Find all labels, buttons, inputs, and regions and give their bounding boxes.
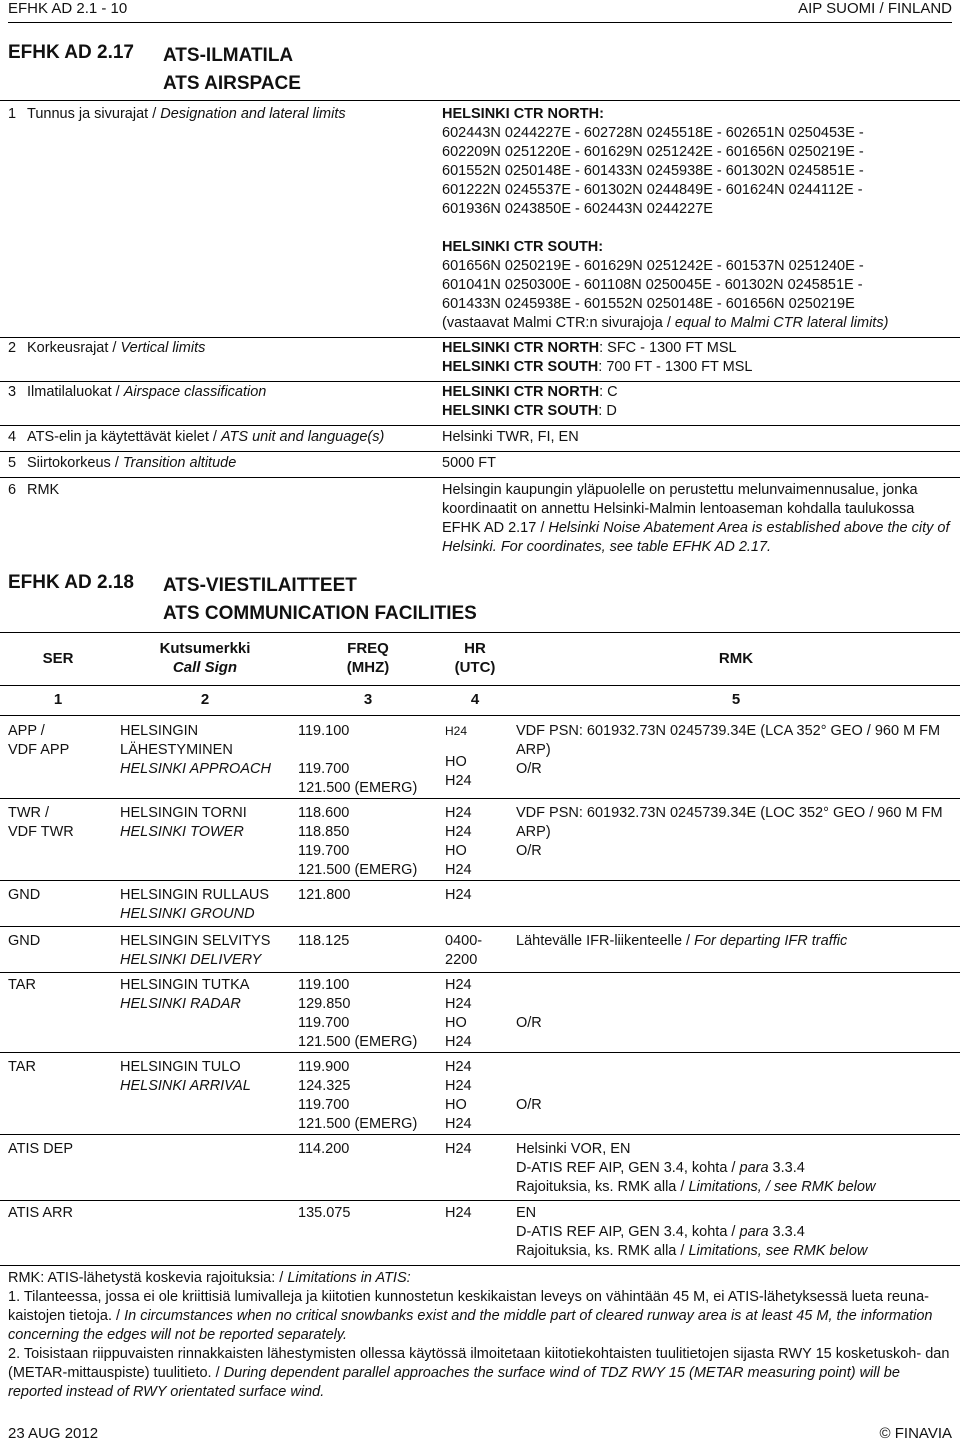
airspace-table [0, 100, 960, 561]
row-number: 4 [8, 429, 17, 445]
page-footer [8, 1416, 952, 1444]
section-title-fi: ATS-ILMATILA [163, 45, 294, 66]
col-num: 3 [363, 691, 373, 708]
effective-date: 23 AUG 2012 [8, 1425, 99, 1442]
col-num: 1 [53, 691, 63, 708]
row-divider [0, 1265, 960, 1266]
row-value: HELSINKI CTR NORTH: C HELSINKI CTR SOUTH: D [442, 384, 618, 419]
coord-line: 601656N 0250219E - 601629N 0251242E - 601537N 0251240E - [442, 258, 864, 274]
row-divider [0, 1134, 960, 1135]
south-note: (vastaavat Malmi CTR:n sivurajoja / equal to Malmi CTR lateral limits) [442, 315, 889, 331]
section-title-en: ATS AIRSPACE [163, 73, 301, 94]
row-label: Tunnus ja sivurajat / Designation and lateral limits [27, 106, 346, 122]
section-2-18-title [8, 572, 948, 628]
row-divider [0, 926, 960, 927]
col-num: 5 [731, 691, 741, 708]
note-2: 2. Toisistaan riippuvaisten rinnakkaisten lähestymisten ollessa käytössä ilmoitetaan kiitotiekohtaisten tuulitietojen sijasta RWY 15 kosketuskoh- dan (METAR-mittauspiste) tuulitieto. / During dependent parallel approaches the surface wind of TDZ RWY 15 (METAR measuring point) will be reported instead of RWY orientated surface wind. [8, 1346, 950, 1400]
header-publication: AIP SUOMI / FINLAND [798, 0, 952, 17]
coord-line: 601222N 0245537E - 601302N 0244849E - 601624N 0244112E - [442, 182, 863, 198]
section-code: EFHK AD 2.17 [8, 42, 134, 63]
col-call-sign: Kutsumerkki Call Sign [159, 640, 251, 676]
row-value: 5000 FT [442, 455, 496, 471]
table-header [0, 632, 960, 686]
row-label: Siirtokorkeus / Transition altitude [27, 455, 237, 471]
coord-line: 601552N 0250148E - 601433N 0245938E - 601302N 0245851E - [442, 163, 864, 179]
atis-limitations-notes [8, 1269, 952, 1402]
row-label: Ilmatilaluokat / Airspace classification [27, 384, 267, 400]
airspace-row-3 [0, 381, 960, 426]
col-rmk: RMK [718, 650, 754, 667]
airspace-row-1 [0, 105, 960, 338]
column-numbers [0, 685, 960, 716]
row-divider [0, 798, 960, 799]
row-divider [0, 1052, 960, 1053]
airspace-row-6 [0, 477, 960, 557]
row-number: 3 [8, 384, 17, 400]
aip-page: EFHK AD 2.1 - 10 AIP SUOMI / FINLAND EFHK AD 2.17 ATS-ILMATILA ATS AIRSPACE 1 Tunnus ja sivurajat / Designation and lateral limits HELSINKI CTR NORTH: 602443N 0244227E - 602728N 0245518E - 602651N 0250453E - 602209N 0251220E - 601629N 0251242E - 601656N 0250219E - 601552N 0250148E - 601433N 0245938E - 601302N 0245851E - 601222N 0245537E - 601302N 0244849E - 601624N 0244112E - 601936N 0243850E - 602443N 0244227E HELSINKI CTR SOUTH: 601656N 0250219E - 601629N 0251242E - 601537N 0251240E - 601041N 0250300E - 601108N 0250045E - 601302N 0245851E - 601433N 0245938E - 601552N 0250148E - 601656N 0250219E (vastaavat Malmi CTR:n sivurajoja / equal to Malmi CTR lateral limits) 2 Korkeusrajat / Vertical limits HELSINKI CTR NORTH: SFC - 1300 FT MSL HELSINKI CTR SOUTH: 700 FT - 1300 FT MSL 3 Ilmatilaluokat / Airspace classification HELSINKI CTR NORTH: C HELSINKI CTR SOUTH: D 4 ATS-elin ja käytettävät kielet / ATS unit and language(s) Helsinki TWR, FI, EN 5 Siirtokorkeus / Transition altitude 5000 FT 6 RMK Helsingin kaupungin yläpuolelle on perustettu melunvaimennusalue, jonka koordinaatit on annettu Helsinki-Malmin lentoaseman kohdalla taulukossa EFHK AD 2.17 / Helsinki Noise Abatement Area is established above the city of Helsinki. For coordinates, see table EFHK AD 2.17. EFHK AD 2.18 ATS-VIESTILAITTEET ATS COMMUNICATION FACILITIES SER Kutsumerkki Call Sign FREQ (MHZ) HR (UTC) RMK 1 2 3 4 5 APP / VDF APP HELSINGIN LÄHESTYMINEN HELSINKI APPROACH 119.100 119.700 121.500 (EMERG) H24 HO H24 VDF PSN: 601932.73N 0245739.34E (LCA 352° GEO / 960 M FM ARP) O/R TWR / VDF TWR HELSINGIN TORNI HELSINKI TOWER 118.600 118.850 119.700 121.500 (EMERG) H24 H24 HO H24 VDF PSN: 601932.73N 0245739.34E (LOC 352° GEO / 960 M FM ARP) O/R GND HELSINGIN RULLAUS HELSINKI GROUND 121.800 H24 GND HELSINGIN SELVITYS HELSINKI DELIVERY 118.125 0400- 2200 Lähtevälle IFR-liikenteelle / For departing IFR traffic TAR HELSINGIN TUTKA HELSINKI RADAR 119.100 129.850 119.700 121.500 (EMERG) H24 H24 HO H24 O/R TAR HELSINGIN TULO HELSINKI ARRIVAL 119.900 124.325 119.700 121.500 (EMERG) H24 H24 HO H24 O/R ATIS DEP 114.200 H24 Helsinki VOR, EN D-ATIS REF AIP, GEN 3.4, kohta / para 3.3.4 Rajoituksia, ks. RMK alla / Limitations, / see RMK below ATIS ARR 135.075 H24 EN D-ATIS REF AIP, GEN 3.4, kohta / para 3.3.4 Rajoituksia, ks. RMK alla / Limitations, see RMK below RMK: ATIS-lähetystä koskevia rajoituksia: / Limitations in ATIS: 1. Tilanteessa, jossa ei ole kriittisiä lumivalleja ja kiitotien kunnostetun keskikaistan leveys on vähintään 45 M, ei ATIS-lähetyksessä lueta reuna- kaistojen tietoja. / In circumstances when no critical snowbanks exist and the middle part of cleared runway area is at least 45 M, the information concerning the edges will not be reported separately. 2. Toisistaan riippuvaisten rinnakkaisten lähestymisten ollessa käytössä ilmoitetaan kiitotiekohtaisten tuulitietojen sijasta RWY 15 kosketuskoh- dan (METAR-mittauspiste) tuulitieto. / During dependent parallel approaches the surface wind of TDZ RWY 15 (METAR measuring point) will be reported instead of RWY orientated surface wind. 23 AUG 2012 © FINAVIA [0, 0, 960, 1444]
coord-line: 601936N 0243850E - 602443N 0244227E [442, 201, 713, 217]
col-num: 2 [200, 691, 210, 708]
coord-line: 601041N 0250300E - 601108N 0250045E - 601302N 0245851E - [442, 277, 863, 293]
airspace-row-4 [0, 425, 960, 452]
row-label: RMK [27, 482, 60, 498]
row-number: 6 [8, 482, 17, 498]
coord-line: 602443N 0244227E - 602728N 0245518E - 602651N 0250453E - [442, 125, 864, 141]
airspace-row-2 [0, 337, 960, 382]
row-value: Helsinki TWR, FI, EN [442, 429, 579, 445]
ctr-north-title: HELSINKI CTR NORTH: [442, 106, 604, 122]
airspace-row-5 [0, 451, 960, 478]
col-hr: HR (UTC) [454, 640, 496, 676]
row-label: ATS-elin ja käytettävät kielet / ATS unit and language(s) [27, 429, 385, 445]
row-number: 1 [8, 106, 17, 122]
section-title-en: ATS COMMUNICATION FACILITIES [163, 603, 477, 624]
row-label: Korkeusrajat / Vertical limits [27, 340, 206, 356]
row-divider [0, 1200, 960, 1201]
section-2-17-title [8, 42, 948, 98]
coord-line: 602209N 0251220E - 601629N 0251242E - 601656N 0250219E - [442, 144, 864, 160]
col-num: 4 [470, 691, 480, 708]
section-code: EFHK AD 2.18 [8, 572, 134, 593]
coord-line: 601433N 0245938E - 601552N 0250148E - 601656N 0250219E [442, 296, 855, 312]
row-number: 2 [8, 340, 17, 356]
copyright: © FINAVIA [879, 1425, 952, 1442]
row-divider [0, 880, 960, 881]
row-number: 5 [8, 455, 17, 471]
col-ser: SER [42, 650, 74, 667]
row-value: HELSINKI CTR NORTH: SFC - 1300 FT MSL HELSINKI CTR SOUTH: 700 FT - 1300 FT MSL [442, 340, 753, 375]
section-title-fi: ATS-VIESTILAITTEET [163, 575, 357, 596]
col-freq: FREQ (MHZ) [346, 640, 390, 676]
ctr-south-title: HELSINKI CTR SOUTH: [442, 239, 604, 255]
row-divider [0, 972, 960, 973]
page-header [8, 0, 952, 23]
row-value: Helsingin kaupungin yläpuolelle on perustettu melunvaimennusalue, jonka koordinaatit on annettu Helsinki-Malmin lentoaseman kohdalla taulukossa EFHK AD 2.17 / Helsinki Noise Abatement Area is established above the city of Helsinki. For coordinates, see table EFHK AD 2.17. [442, 482, 950, 555]
note-1: 1. Tilanteessa, jossa ei ole kriittisiä lumivalleja ja kiitotien kunnostetun keskikaistan leveys on vähintään 45 M, ei ATIS-lähetyksessä lueta reuna- kaistojen tietoja. / In circumstances when no critical snowbanks exist and the middle part of cleared runway area is at least 45 M, the information concerning the edges will not be reported separately. [8, 1289, 933, 1343]
row-value [442, 105, 957, 333]
notes-heading: RMK: ATIS-lähetystä koskevia rajoituksia: / Limitations in ATIS: [8, 1270, 411, 1286]
header-page-ref: EFHK AD 2.1 - 10 [8, 0, 128, 17]
